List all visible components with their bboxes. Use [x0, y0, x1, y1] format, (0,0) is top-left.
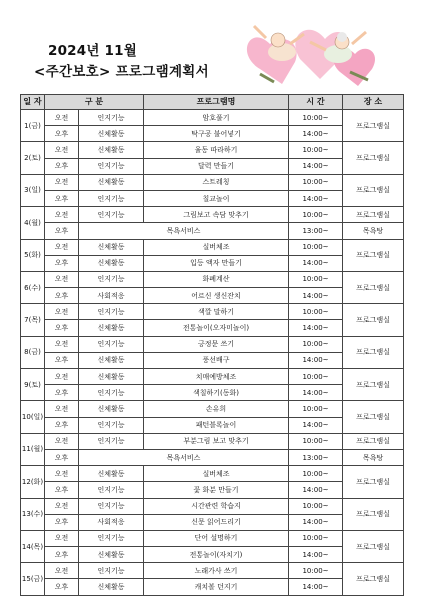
- program-cell: 꽃 화분 만들기: [144, 482, 289, 498]
- period-cell: 오후: [45, 449, 79, 465]
- seniors-illustration: [240, 14, 390, 96]
- category-cell: 인지기능: [79, 207, 144, 223]
- time-cell: 10:00~: [289, 110, 343, 126]
- table-row: [21, 174, 404, 190]
- table-row: [21, 304, 404, 320]
- time-cell: 13:00~: [289, 449, 343, 465]
- place-cell: 프로그램실: [343, 271, 404, 303]
- category-cell: 신체활동: [79, 547, 144, 563]
- date-cell: 10(일): [21, 401, 45, 433]
- program-table: [20, 94, 404, 596]
- program-cell: 탁구공 불어넣기: [144, 126, 289, 142]
- table-row: [21, 110, 404, 126]
- header-category: 구 분: [45, 95, 144, 110]
- header-time: 시 간: [289, 95, 343, 110]
- table-row: [21, 207, 404, 223]
- category-cell: 사회적응: [79, 514, 144, 530]
- document-title: 2024년 11월: [48, 43, 137, 59]
- category-cell: 신체활동: [79, 352, 144, 368]
- date-cell: 6(수): [21, 271, 45, 303]
- place-cell: 프로그램실: [343, 304, 404, 336]
- time-cell: 14:00~: [289, 385, 343, 401]
- place-cell: 프로그램실: [343, 110, 404, 142]
- date-cell: 13(수): [21, 498, 45, 530]
- period-cell: 오전: [45, 174, 79, 190]
- time-cell: 10:00~: [289, 207, 343, 223]
- place-cell: 프로그램실: [343, 563, 404, 595]
- period-cell: 오후: [45, 514, 79, 530]
- date-cell: 1(금): [21, 110, 45, 142]
- table-row: [21, 336, 404, 352]
- program-cell: 달력 만들기: [144, 158, 289, 174]
- category-cell: 인지기능: [79, 110, 144, 126]
- time-cell: 14:00~: [289, 514, 343, 530]
- period-cell: 오전: [45, 207, 79, 223]
- place-cell: 프로그램실: [343, 466, 404, 498]
- period-cell: 오전: [45, 239, 79, 255]
- place-cell: 프로그램실: [343, 336, 404, 368]
- category-cell: 인지기능: [79, 190, 144, 206]
- period-cell: 오후: [45, 482, 79, 498]
- program-cell: 치매예방체조: [144, 369, 289, 385]
- time-cell: 10:00~: [289, 369, 343, 385]
- period-cell: 오후: [45, 288, 79, 304]
- category-cell: 인지기능: [79, 417, 144, 433]
- table-row: [21, 369, 404, 385]
- period-cell: 오전: [45, 142, 79, 158]
- category-cell: 인지기능: [79, 158, 144, 174]
- category-cell: 신체활동: [79, 142, 144, 158]
- place-cell: 프로그램실: [343, 239, 404, 271]
- place-cell: 프로그램실: [343, 174, 404, 206]
- category-cell: 신체활동: [79, 239, 144, 255]
- period-cell: 오전: [45, 466, 79, 482]
- time-cell: 14:00~: [289, 417, 343, 433]
- date-cell: 3(일): [21, 174, 45, 206]
- time-cell: 10:00~: [289, 466, 343, 482]
- header-date: 일 자: [21, 95, 45, 110]
- time-cell: 10:00~: [289, 142, 343, 158]
- program-cell: 패턴블록놀이: [144, 417, 289, 433]
- header-place: 장 소: [343, 95, 404, 110]
- place-cell: 프로그램실: [343, 142, 404, 174]
- period-cell: 오전: [45, 271, 79, 287]
- period-cell: 오전: [45, 530, 79, 546]
- program-cell: 손유희: [144, 401, 289, 417]
- place-cell: 목욕탕: [343, 449, 404, 465]
- time-cell: 10:00~: [289, 336, 343, 352]
- category-cell: 인지기능: [79, 433, 144, 449]
- table-row: [21, 223, 404, 239]
- category-cell: 사회적응: [79, 288, 144, 304]
- table-row: [21, 271, 404, 287]
- time-cell: 10:00~: [289, 401, 343, 417]
- table-row: [21, 433, 404, 449]
- place-cell: 프로그램실: [343, 401, 404, 433]
- place-cell: 목욕탕: [343, 223, 404, 239]
- category-cell: 신체활동: [79, 466, 144, 482]
- period-cell: 오전: [45, 498, 79, 514]
- program-cell: 전통놀이(자치기): [144, 547, 289, 563]
- time-cell: 14:00~: [289, 158, 343, 174]
- time-cell: 10:00~: [289, 239, 343, 255]
- time-cell: 10:00~: [289, 271, 343, 287]
- program-cell: 목욕서비스: [79, 449, 289, 465]
- table-header-row: [21, 95, 404, 110]
- period-cell: 오후: [45, 417, 79, 433]
- program-cell: 입등 액자 만들기: [144, 255, 289, 271]
- program-cell: 그림보고 속담 맞추기: [144, 207, 289, 223]
- category-cell: 신체활동: [79, 255, 144, 271]
- document-subtitle: <주간보호> 프로그램계획서: [34, 64, 209, 80]
- place-cell: 프로그램실: [343, 530, 404, 562]
- date-cell: 8(금): [21, 336, 45, 368]
- time-cell: 14:00~: [289, 288, 343, 304]
- program-cell: 색칠하기(동화): [144, 385, 289, 401]
- time-cell: 10:00~: [289, 498, 343, 514]
- period-cell: 오전: [45, 110, 79, 126]
- category-cell: 인지기능: [79, 498, 144, 514]
- table-row: [21, 466, 404, 482]
- category-cell: 신체활동: [79, 320, 144, 336]
- table-row: [21, 401, 404, 417]
- table-row: [21, 498, 404, 514]
- program-cell: 색깔 말하기: [144, 304, 289, 320]
- time-cell: 14:00~: [289, 126, 343, 142]
- category-cell: 인지기능: [79, 336, 144, 352]
- program-cell: 단어 설명하기: [144, 530, 289, 546]
- time-cell: 10:00~: [289, 433, 343, 449]
- period-cell: 오후: [45, 255, 79, 271]
- program-cell: 율동 따라하기: [144, 142, 289, 158]
- table-row: [21, 563, 404, 579]
- category-cell: 인지기능: [79, 530, 144, 546]
- category-cell: 신체활동: [79, 401, 144, 417]
- time-cell: 14:00~: [289, 320, 343, 336]
- time-cell: 13:00~: [289, 223, 343, 239]
- date-cell: 12(화): [21, 466, 45, 498]
- date-cell: 9(토): [21, 369, 45, 401]
- period-cell: 오전: [45, 563, 79, 579]
- table-row: [21, 142, 404, 158]
- date-cell: 14(목): [21, 530, 45, 562]
- program-cell: 목욕서비스: [79, 223, 289, 239]
- period-cell: 오후: [45, 579, 79, 595]
- place-cell: 프로그램실: [343, 433, 404, 449]
- place-cell: 프로그램실: [343, 207, 404, 223]
- program-cell: 긍정문 쓰기: [144, 336, 289, 352]
- date-cell: 11(월): [21, 433, 45, 465]
- program-cell: 부분그림 보고 맞추기: [144, 433, 289, 449]
- period-cell: 오후: [45, 190, 79, 206]
- period-cell: 오후: [45, 126, 79, 142]
- period-cell: 오후: [45, 352, 79, 368]
- date-cell: 15(금): [21, 563, 45, 595]
- category-cell: 신체활동: [79, 579, 144, 595]
- time-cell: 14:00~: [289, 352, 343, 368]
- program-cell: 칠교놀이: [144, 190, 289, 206]
- time-cell: 14:00~: [289, 547, 343, 563]
- period-cell: 오후: [45, 223, 79, 239]
- program-cell: 실버체조: [144, 239, 289, 255]
- table-row: [21, 530, 404, 546]
- category-cell: 신체활동: [79, 126, 144, 142]
- time-cell: 10:00~: [289, 304, 343, 320]
- place-cell: 프로그램실: [343, 498, 404, 530]
- period-cell: 오후: [45, 158, 79, 174]
- program-cell: 화폐계산: [144, 271, 289, 287]
- program-cell: 암호풀기: [144, 110, 289, 126]
- category-cell: 인지기능: [79, 482, 144, 498]
- program-cell: 풍선배구: [144, 352, 289, 368]
- table-row: [21, 449, 404, 465]
- category-cell: 신체활동: [79, 369, 144, 385]
- category-cell: 인지기능: [79, 563, 144, 579]
- date-cell: 4(월): [21, 207, 45, 239]
- time-cell: 14:00~: [289, 482, 343, 498]
- period-cell: 오후: [45, 547, 79, 563]
- period-cell: 오전: [45, 401, 79, 417]
- program-cell: 스트레칭: [144, 174, 289, 190]
- program-cell: 시간관련 학습지: [144, 498, 289, 514]
- date-cell: 2(토): [21, 142, 45, 174]
- period-cell: 오후: [45, 320, 79, 336]
- period-cell: 오전: [45, 433, 79, 449]
- period-cell: 오전: [45, 304, 79, 320]
- place-cell: 프로그램실: [343, 369, 404, 401]
- program-cell: 어르신 생신잔치: [144, 288, 289, 304]
- program-cell: 전통놀이(오자미놀이): [144, 320, 289, 336]
- program-cell: 노래가사 쓰기: [144, 563, 289, 579]
- time-cell: 14:00~: [289, 579, 343, 595]
- category-cell: 인지기능: [79, 385, 144, 401]
- time-cell: 10:00~: [289, 530, 343, 546]
- period-cell: 오전: [45, 369, 79, 385]
- category-cell: 신체활동: [79, 174, 144, 190]
- date-cell: 5(화): [21, 239, 45, 271]
- header-program: 프로그램명: [144, 95, 289, 110]
- category-cell: 인지기능: [79, 271, 144, 287]
- category-cell: 인지기능: [79, 304, 144, 320]
- program-cell: 실버체조: [144, 466, 289, 482]
- time-cell: 14:00~: [289, 190, 343, 206]
- time-cell: 10:00~: [289, 174, 343, 190]
- table-row: [21, 239, 404, 255]
- time-cell: 14:00~: [289, 255, 343, 271]
- program-cell: 캐치볼 던지기: [144, 579, 289, 595]
- time-cell: 10:00~: [289, 563, 343, 579]
- program-cell: 신문 읽어드리기: [144, 514, 289, 530]
- date-cell: 7(목): [21, 304, 45, 336]
- period-cell: 오전: [45, 336, 79, 352]
- period-cell: 오후: [45, 385, 79, 401]
